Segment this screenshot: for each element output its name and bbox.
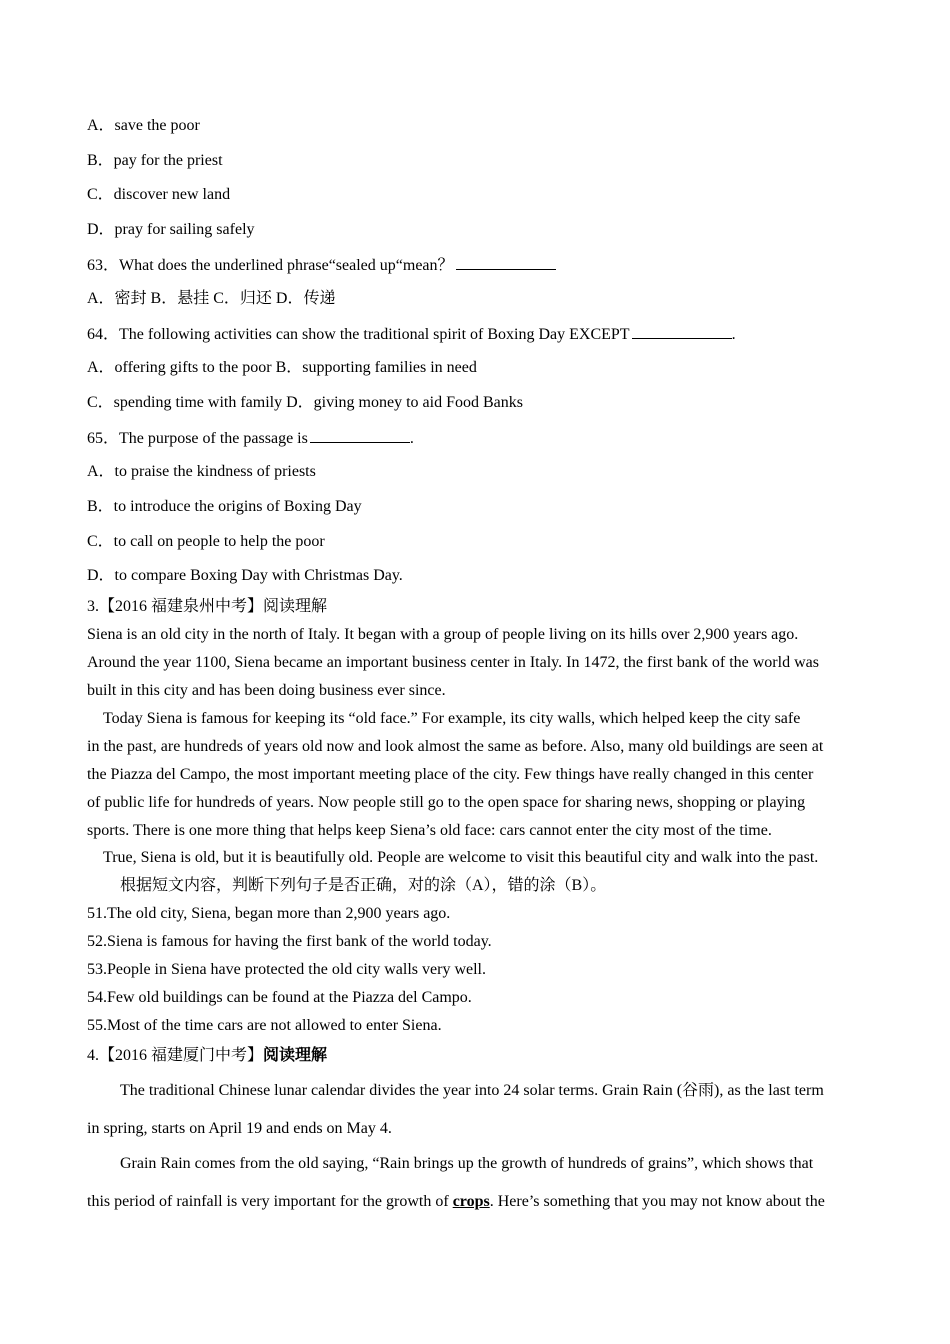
- q65-option-a: A．to praise the kindness of priests: [87, 463, 316, 480]
- passage3-line: the Piazza del Campo, the most important meeting place of the city. Few things have really changed in this center: [87, 766, 814, 783]
- tf-item: 55.Most of the time cars are not allowed to enter Siena.: [87, 1017, 442, 1034]
- q62-option-a: A．save the poor: [87, 117, 200, 134]
- q63-stem: 63．What does the underlined phrase“sealed up“mean？: [87, 257, 454, 274]
- q65-option-b: B．to introduce the origins of Boxing Day: [87, 498, 362, 515]
- passage4-text: this period of rainfall is very important for the growth of: [87, 1193, 453, 1210]
- q64-tail: .: [731, 326, 736, 343]
- tf-item: 51.The old city, Siena, began more than 2,900 years ago.: [87, 905, 451, 922]
- tf-item: 54.Few old buildings can be found at the Piazza del Campo.: [87, 989, 472, 1006]
- q65-tail: .: [409, 430, 414, 447]
- tf-item: 53.People in Siena have protected the old city walls very well.: [87, 961, 486, 978]
- passage3-line: of public life for hundreds of years. Now people still go to the open space for sharing news, shopping or playing: [87, 794, 806, 811]
- section4-heading-bold: 阅读理解: [263, 1047, 328, 1064]
- q64-stem-line: [87, 324, 736, 345]
- q64-stem: 64．The following activities can show the traditional spirit of Boxing Day EXCEPT: [87, 326, 630, 343]
- passage4-line: The traditional Chinese lunar calendar divides the year into 24 solar terms. Grain Rain (谷雨), as the last term: [120, 1082, 824, 1099]
- passage3-line: Today Siena is famous for keeping its “old face.” For example, its city walls, which helped keep the city safe: [103, 710, 801, 727]
- passage3-line: built in this city and has been doing business ever since.: [87, 682, 446, 699]
- q63-stem-line: [87, 255, 556, 276]
- q62-option-c: C．discover new land: [87, 186, 231, 203]
- q63-options: A．密封 B．悬挂 C．归还 D．传递: [87, 290, 336, 307]
- q65-stem-line: [87, 428, 414, 449]
- passage4-line: in spring, starts on April 19 and ends on May 4.: [87, 1120, 392, 1137]
- passage4-text: . Here’s something that you may not know about the: [489, 1193, 825, 1210]
- tf-item: 52.Siena is famous for having the first bank of the world today.: [87, 933, 492, 950]
- answer-blank: [310, 428, 410, 443]
- q65-option-c: C．to call on people to help the poor: [87, 533, 325, 550]
- section3-heading: 3.【2016 福建泉州中考】阅读理解: [87, 598, 328, 615]
- section4-heading: [87, 1046, 327, 1066]
- q62-option-d: D．pray for sailing safely: [87, 221, 255, 238]
- passage4-line: [87, 1192, 825, 1212]
- passage4-line: Grain Rain comes from the old saying, “Rain brings up the growth of hundreds of grains”, which shows that: [120, 1155, 814, 1172]
- q64-options-cd: C．spending time with family D．giving money to aid Food Banks: [87, 394, 523, 411]
- underlined-word: crops: [452, 1193, 490, 1210]
- q62-option-b: B．pay for the priest: [87, 152, 223, 169]
- answer-blank: [632, 324, 732, 339]
- passage3-line: sports. There is one more thing that helps keep Siena’s old face: cars cannot enter the city most of the time.: [87, 822, 772, 839]
- q65-stem: 65．The purpose of the passage is: [87, 430, 308, 447]
- q65-option-d: D．to compare Boxing Day with Christmas Day.: [87, 567, 403, 584]
- section4-heading-prefix: 4.【2016 福建厦门中考】: [87, 1047, 264, 1064]
- section3-instruction: 根据短文内容，判断下列句子是否正确，对的涂（A），错的涂（B）。: [120, 877, 607, 894]
- answer-blank: [456, 255, 556, 270]
- passage3-line: Around the year 1100, Siena became an important business center in Italy. In 1472, the first bank of the world was: [87, 654, 819, 671]
- q64-options-ab: A．offering gifts to the poor B．supporting families in need: [87, 359, 477, 376]
- passage3-line: Siena is an old city in the north of Italy. It began with a group of people living on its hills over 2,900 years ago.: [87, 626, 799, 643]
- passage3-line: True, Siena is old, but it is beautifully old. People are welcome to visit this beautiful city and walk into the past.: [103, 849, 819, 866]
- passage3-line: in the past, are hundreds of years old now and look almost the same as before. Also, many old buildings are seen at: [87, 738, 824, 755]
